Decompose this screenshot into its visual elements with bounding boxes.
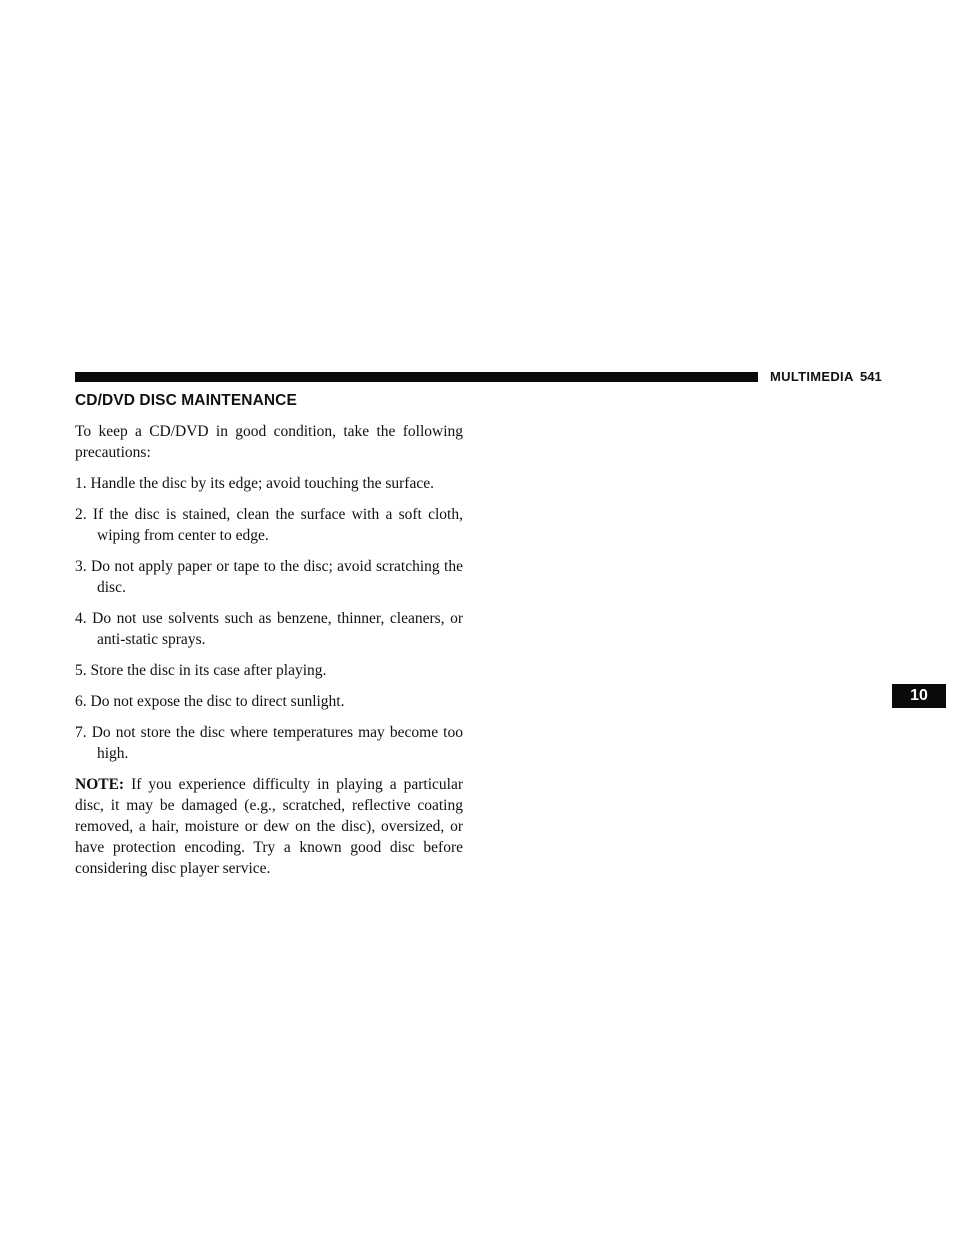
header-rule (75, 372, 758, 382)
list-item: 5. Store the disc in its case after playing. (75, 662, 327, 679)
precautions-list (75, 473, 463, 764)
intro-paragraph: To keep a CD/DVD in good condition, take the following precautions: (75, 423, 463, 461)
page-number: 541 (860, 369, 882, 384)
section-title: CD/DVD DISC MAINTENANCE (75, 392, 297, 409)
note-label: NOTE: (75, 776, 125, 793)
list-item: 7. Do not store the disc where temperatures may become too high. (75, 724, 463, 762)
chapter-tab: 10 (892, 684, 946, 708)
list-item: 6. Do not expose the disc to direct sunlight. (75, 693, 345, 710)
header-section-title: MULTIMEDIA (770, 369, 854, 384)
list-item: 4. Do not use solvents such as benzene, thinner, cleaners, or anti-static sprays. (75, 610, 463, 648)
note-text: If you experience difficulty in playing a particular disc, it may be damaged (e.g., scratched, reflective coating removed, a hair, moisture or dew on the disc), oversized, or have protection encoding. Try a known good disc before considering disc player service. (75, 776, 463, 877)
list-item: 1. Handle the disc by its edge; avoid touching the surface. (75, 475, 434, 492)
note-paragraph (75, 774, 463, 879)
main-content (75, 392, 463, 879)
list-item: 2. If the disc is stained, clean the surface with a soft cloth, wiping from center to edge. (75, 506, 463, 544)
list-item: 3. Do not apply paper or tape to the disc; avoid scratching the disc. (75, 558, 463, 596)
